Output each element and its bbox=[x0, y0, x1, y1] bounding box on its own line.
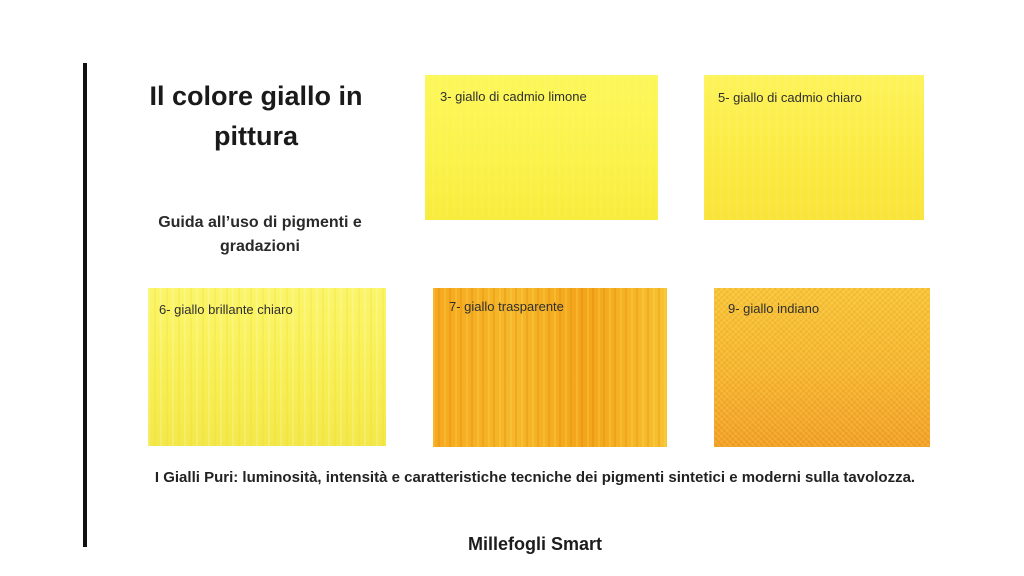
swatch-giallo-brillante-chiaro bbox=[148, 288, 386, 446]
swatch-giallo-cadmio-chiaro bbox=[704, 75, 924, 220]
swatch-giallo-cadmio-limone bbox=[425, 75, 658, 220]
swatch-giallo-indiano bbox=[714, 288, 930, 447]
brand-name: Millefogli Smart bbox=[467, 534, 602, 554]
caption-text: I Gialli Puri: luminosità, intensità e caratteristiche tecniche dei pigmenti sintetici e moderni sulla tavolozza. bbox=[154, 469, 916, 486]
swatch-giallo-trasparente bbox=[433, 288, 667, 447]
page-title: Il colore giallo in pittura bbox=[149, 81, 363, 151]
swatch-label: 9- giallo indiano bbox=[728, 301, 820, 316]
vertical-divider-line bbox=[83, 63, 87, 547]
swatch-label: 3- giallo di cadmio limone bbox=[440, 89, 587, 104]
swatch-label: 6- giallo brillante chiaro bbox=[159, 302, 293, 317]
swatch-label: 7- giallo trasparente bbox=[449, 299, 564, 314]
page-subtitle: Guida all’uso di pigmenti e gradazioni bbox=[158, 214, 362, 255]
swatch-label: 5- giallo di cadmio chiaro bbox=[718, 90, 862, 105]
